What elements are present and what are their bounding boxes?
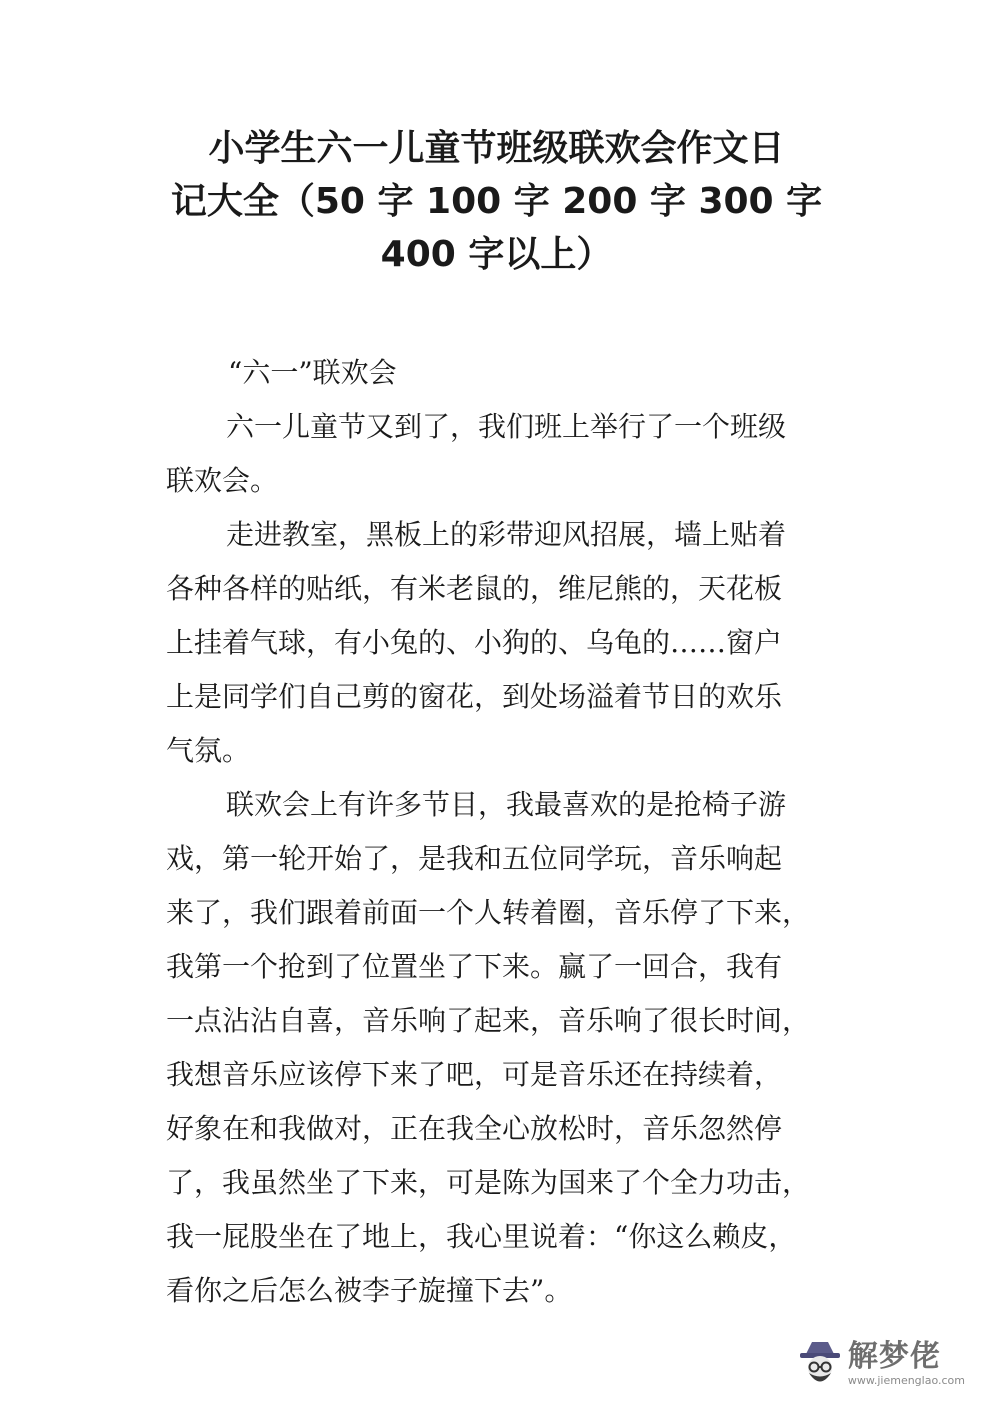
text-line: 各种各样的贴纸，有米老鼠的，维尼熊的，天花板 (166, 572, 783, 605)
text-line: 来了，我们跟着前面一个人转着圈，音乐停了下来， (166, 896, 811, 929)
text-line: 戏，第一轮开始了，是我和五位同学玩，音乐响起 (166, 842, 783, 875)
text-line: 我想音乐应该停下来了吧，可是音乐还在持续着， (166, 1058, 783, 1091)
title-line: 400 字以上） (380, 234, 613, 275)
text-line: 上挂着气球，有小兔的、小狗的、乌龟的……窗户 (166, 626, 783, 659)
essay-heading: “六一”联欢会 (228, 356, 397, 389)
document-title (150, 122, 843, 281)
detective-logo-icon (798, 1338, 842, 1390)
paragraph-1 (166, 400, 846, 508)
site-watermark[interactable] (798, 1338, 965, 1390)
text-line: 一点沾沾自喜，音乐响了起来，音乐响了很长时间， (166, 1004, 811, 1037)
text-line: 上是同学们自己剪的窗花，到处场溢着节日的欢乐 (166, 680, 783, 713)
text-line: 我第一个抢到了位置坐了下来。赢了一回合，我有 (166, 950, 783, 983)
paragraph-3 (166, 778, 846, 1318)
text-line: 六一儿童节又到了，我们班上举行了一个班级 (226, 410, 787, 443)
text-line: 联欢会。 (166, 464, 279, 497)
text-line: 气氛。 (166, 734, 251, 767)
watermark-url: www.jiemenglao.com (847, 1374, 965, 1387)
text-line: 走进教室，黑板上的彩带迎风招展，墙上贴着 (226, 518, 787, 551)
watermark-text (848, 1340, 965, 1388)
document-body (166, 346, 846, 1318)
text-line: 看你之后怎么被李子旋撞下去”。 (166, 1274, 573, 1307)
text-line: 好象在和我做对，正在我全心放松时，音乐忽然停 (166, 1112, 783, 1145)
paragraph-2 (166, 508, 846, 778)
text-line: 了，我虽然坐了下来，可是陈为国来了个全力功击， (166, 1166, 811, 1199)
text-line: 我一屁股坐在了地上，我心里说着：“你这么赖皮， (166, 1220, 797, 1253)
title-line: 记大全（50 字 100 字 200 字 300 字 (170, 181, 823, 222)
title-line: 小学生六一儿童节班级联欢会作文日 (208, 128, 785, 169)
watermark-name: 解梦佬 (847, 1339, 941, 1374)
text-line: 联欢会上有许多节目，我最喜欢的是抢椅子游 (226, 788, 787, 821)
